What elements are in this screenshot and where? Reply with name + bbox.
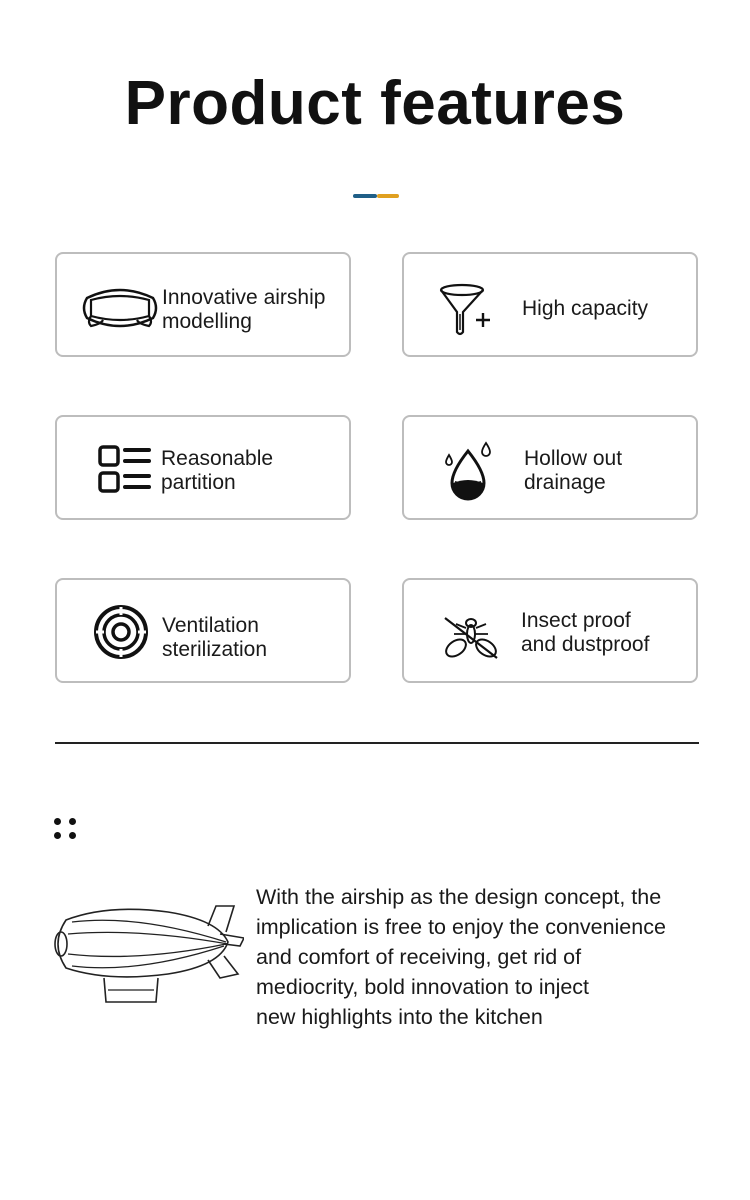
feature-label: High capacity (522, 297, 649, 320)
ventilation-target-icon (93, 604, 149, 665)
partition-grid-icon (97, 444, 151, 501)
section-divider (55, 742, 699, 744)
feature-card-insect-proof (402, 578, 698, 683)
funnel-plus-icon (438, 282, 498, 343)
bullet-dots-icon (53, 816, 81, 842)
feature-label: Hollow out drainage (524, 447, 623, 494)
feature-card-reasonable-partition (55, 415, 351, 520)
feature-card-airship-modelling (55, 252, 351, 357)
feature-label: Ventilation sterilization (162, 614, 268, 661)
page-title: Product features (124, 69, 626, 138)
feature-card-ventilation (55, 578, 351, 683)
design-description: With the airship as the design concept, the implication is free to enjoy the convenience and comfort of receiving, get rid of mediocrity, bold innovation to inject new highlights into the kitchen (256, 885, 666, 1029)
feature-label: Insect proof and dustproof (521, 609, 650, 656)
feature-card-high-capacity (402, 252, 698, 357)
no-insect-icon (442, 614, 500, 667)
accent-bar-left (353, 194, 377, 198)
feature-card-hollow-drainage (402, 415, 698, 520)
airship-front-icon (79, 282, 161, 339)
accent-bar-right (377, 194, 399, 198)
feature-label: Reasonable partition (161, 447, 274, 494)
airship-illustration (48, 898, 244, 1010)
feature-label: Innovative airship modelling (162, 286, 326, 333)
water-drop-icon (442, 441, 496, 510)
